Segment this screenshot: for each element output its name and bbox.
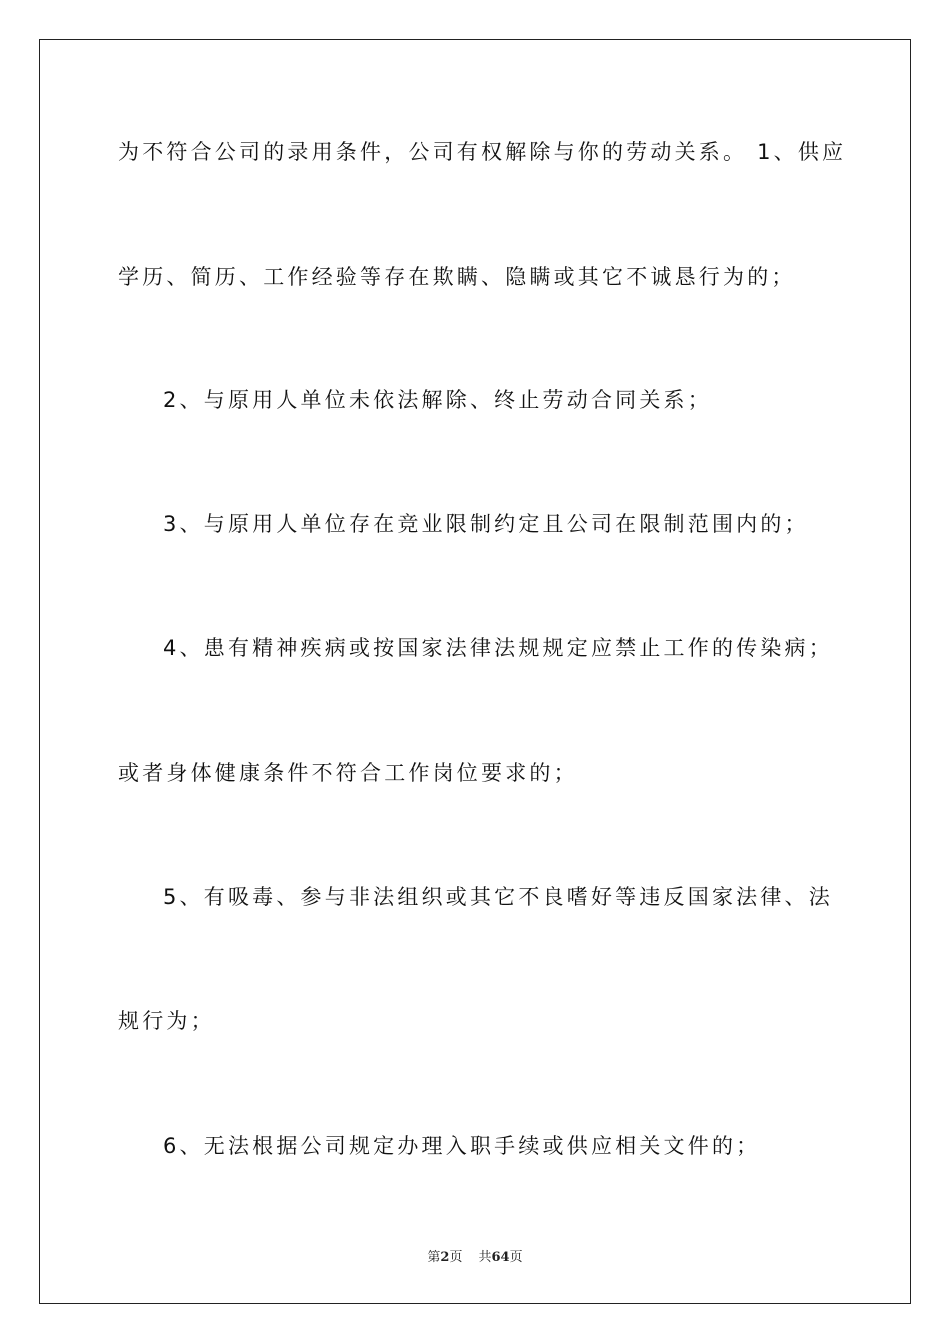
body-line-7: 5、有吸毒、参与非法组织或其它不良嗜好等违反国家法律、法 bbox=[163, 885, 833, 909]
page-border bbox=[39, 39, 911, 1304]
footer-total-suffix: 页 bbox=[509, 1250, 523, 1265]
footer-page-number: 2 bbox=[440, 1250, 450, 1265]
body-line-3: 2、与原用人单位未依法解除、终止劳动合同关系； bbox=[163, 388, 712, 412]
body-line-1: 为不符合公司的录用条件，公司有权解除与你的劳动关系。 1、供应 bbox=[118, 140, 847, 164]
body-line-4: 3、与原用人单位存在竞业限制约定且公司在限制范围内的； bbox=[163, 512, 809, 536]
body-line-6: 或者身体健康条件不符合工作岗位要求的； bbox=[118, 761, 578, 785]
footer-page-suffix: 页 bbox=[449, 1250, 463, 1265]
body-line-8: 规行为； bbox=[118, 1009, 215, 1033]
body-line-5: 4、患有精神疾病或按国家法律法规规定应禁止工作的传染病； bbox=[163, 636, 833, 660]
footer-page-prefix: 第 bbox=[427, 1250, 441, 1265]
body-line-9: 6、无法根据公司规定办理入职手续或供应相关文件的； bbox=[163, 1134, 761, 1158]
body-line-2: 学历、简历、工作经验等存在欺瞒、隐瞒或其它不诚恳行为的； bbox=[118, 265, 796, 289]
page-footer bbox=[0, 1246, 950, 1265]
footer-total-pages: 64 bbox=[491, 1250, 510, 1265]
footer-total-prefix: 共 bbox=[478, 1250, 492, 1265]
